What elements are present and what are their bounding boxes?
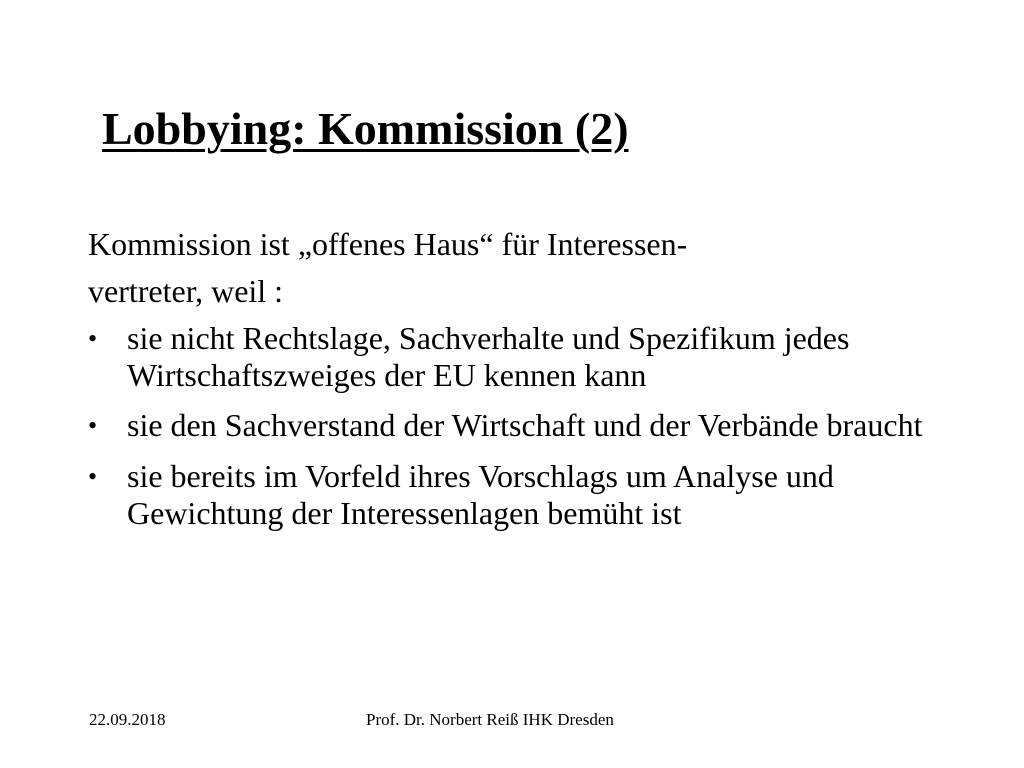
slide-content — [88, 226, 988, 545]
intro-line: Kommission ist „offenes Haus“ für Interessen- — [88, 226, 688, 262]
bullet-text: sie nicht Rechtslage, Sachverhalte und Spezifikum jedes Wirtschaftszweiges der EU kennen kann — [127, 320, 850, 394]
footer-author: Prof. Dr. Norbert Reiß IHK Dresden — [366, 710, 614, 729]
bullet-item — [88, 407, 988, 444]
bullet-item — [88, 458, 988, 532]
bullet-list — [88, 320, 988, 532]
bullet-icon: • — [88, 324, 98, 354]
bullet-text: sie bereits im Vorfeld ihres Vorschlags um Analyse und Gewichtung der Interessenlagen bemüht ist — [127, 457, 834, 531]
slide-title: Lobbying: Kommission (2) — [102, 103, 629, 154]
footer-date: 22.09.2018 — [89, 710, 166, 729]
bullet-icon: • — [88, 411, 98, 441]
bullet-icon: • — [88, 461, 98, 491]
bullet-text: sie den Sachverstand der Wirtschaft und der Verbände braucht — [127, 407, 923, 444]
intro-line: vertreter, weil : — [88, 273, 284, 310]
bullet-item — [88, 320, 988, 394]
